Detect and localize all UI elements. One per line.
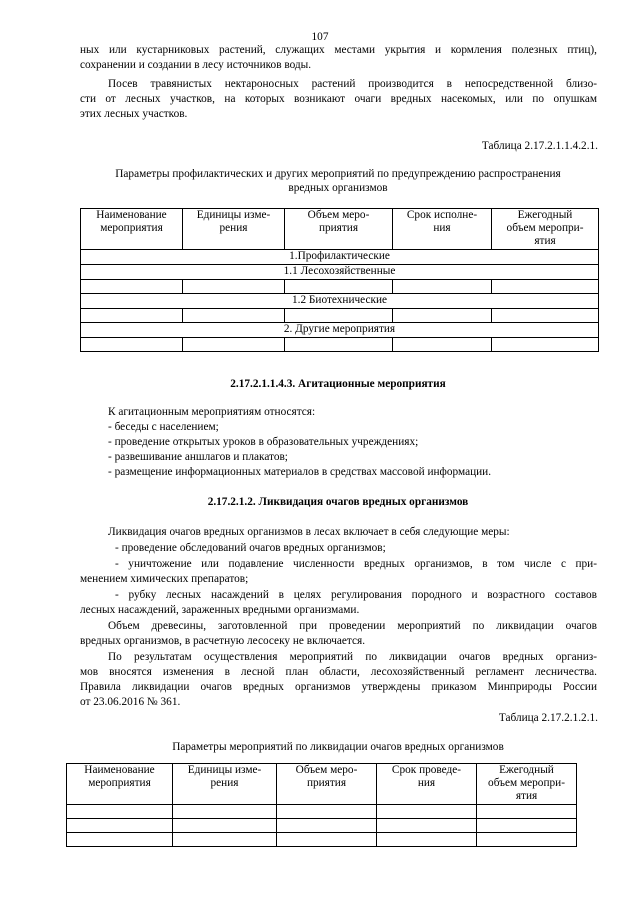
table2 <box>66 763 577 847</box>
table-cell <box>285 338 393 352</box>
liquidation-line: Объем древесины, заготовленной при проведении мероприятий по ликвидации очагов <box>108 620 597 632</box>
section-heading-agitation: 2.17.2.1.1.4.3. Агитационные мероприятия <box>230 378 446 390</box>
table-cell <box>492 309 599 323</box>
liquidation-line: - уничтожение или подавление численности вредных организмов, в том числе с при- <box>115 558 597 570</box>
table-cell <box>285 280 393 294</box>
table-cell <box>81 280 183 294</box>
table1-header-annual: Ежегодный объем меропри- ятия <box>492 209 599 250</box>
liquidation-line: По результатам осуществления мероприятий по ликвидации очагов вредных организ- <box>108 651 597 663</box>
table-cell <box>277 833 377 847</box>
table-cell <box>81 338 183 352</box>
table-cell <box>393 280 492 294</box>
table1-section-row: 2. Другие мероприятия <box>81 323 599 338</box>
liquidation-line: мов вносятся изменения в лесной план области, лесохозяйственный регламент лесничества. <box>80 666 597 678</box>
table-cell <box>183 280 285 294</box>
liquidation-line: - проведение обследований очагов вредных организмов; <box>115 542 386 554</box>
table-cell <box>285 309 393 323</box>
table2-title: Параметры мероприятий по ликвидации очагов вредных организмов <box>172 741 504 753</box>
table1-title: Параметры профилактических и других мероприятий по предупреждению распространения <box>115 168 561 180</box>
intro-line: Посев травянистых нектароносных растений производится в непосредственной близо- <box>108 78 597 90</box>
table2-label: Таблица 2.17.2.1.2.1. <box>498 712 598 724</box>
table-cell <box>393 309 492 323</box>
table1-header-name: Наименование мероприятия <box>81 209 183 250</box>
liquidation-line: Правила ликвидации очагов вредных организмов утверждены приказом Минприроды России <box>80 681 597 693</box>
table-cell <box>183 338 285 352</box>
table2-header-units: Единицы изме- рения <box>173 764 277 805</box>
list-item: - проведение открытых уроков в образовательных учреждениях; <box>108 436 419 448</box>
liquidation-line: менением химических препаратов; <box>80 573 249 585</box>
agitation-lead: К агитационным мероприятиям относятся: <box>108 406 316 418</box>
list-item: - размещение информационных материалов в средствах массовой информации. <box>108 466 492 478</box>
list-item: - беседы с населением; <box>108 421 219 433</box>
table-cell <box>173 805 277 819</box>
table1 <box>80 208 599 352</box>
table-cell <box>377 805 477 819</box>
table-cell <box>81 309 183 323</box>
table2-header-name: Наименование мероприятия <box>67 764 173 805</box>
table-cell <box>477 819 577 833</box>
table1-section-row: 1.1 Лесохозяйственные <box>81 265 599 280</box>
liquidation-line: вредных организмов, в расчетную лесосеку не включается. <box>80 635 366 647</box>
liquidation-line: Ликвидация очагов вредных организмов в лесах включает в себя следующие меры: <box>108 526 510 538</box>
table1-header-units: Единицы изме- рения <box>183 209 285 250</box>
table1-header-term: Срок исполне- ния <box>393 209 492 250</box>
intro-line: сти от лесных участков, на которых возникают очаги вредных насекомых, или по опушкам <box>80 93 597 105</box>
table-cell <box>277 819 377 833</box>
intro-line: сохранении и создании в лесу источников воды. <box>80 59 312 71</box>
table1-title: вредных организмов <box>288 182 388 194</box>
list-item: - развешивание аншлагов и плакатов; <box>108 451 288 463</box>
table-cell <box>67 819 173 833</box>
liquidation-line: лесных насаждений, зараженных вредными организмами. <box>80 604 360 616</box>
table-cell <box>477 805 577 819</box>
table-cell <box>173 819 277 833</box>
table-cell <box>67 833 173 847</box>
table2-header-volume: Объем меро- приятия <box>277 764 377 805</box>
table1-header-volume: Объем меро- приятия <box>285 209 393 250</box>
table-cell <box>492 338 599 352</box>
table2-header-term: Срок проведе- ния <box>377 764 477 805</box>
table-cell <box>67 805 173 819</box>
table2-header-annual: Ежегодный объем меропри- ятия <box>477 764 577 805</box>
table-cell <box>377 833 477 847</box>
intro-line: этих лесных участков. <box>80 108 188 120</box>
intro-line: ных или кустарниковых растений, служащих местами укрытия и кормления полезных птиц), <box>80 44 597 56</box>
table-cell <box>277 805 377 819</box>
page-number: 107 <box>311 31 329 43</box>
table-cell <box>492 280 599 294</box>
table-cell <box>393 338 492 352</box>
table1-section-row: 1.2 Биотехнические <box>81 294 599 309</box>
table-cell <box>477 833 577 847</box>
table-cell <box>183 309 285 323</box>
table1-label: Таблица 2.17.2.1.1.4.2.1. <box>481 140 598 152</box>
section-heading-liquidation: 2.17.2.1.2. Ликвидация очагов вредных организмов <box>207 496 469 508</box>
table-cell <box>173 833 277 847</box>
table1-section-row: 1.Профилактические <box>81 250 599 265</box>
liquidation-line: от 23.06.2016 № 361. <box>80 696 181 708</box>
liquidation-line: - рубку лесных насаждений в целях регулирования породного и возрастного составов <box>115 589 597 601</box>
table-cell <box>377 819 477 833</box>
